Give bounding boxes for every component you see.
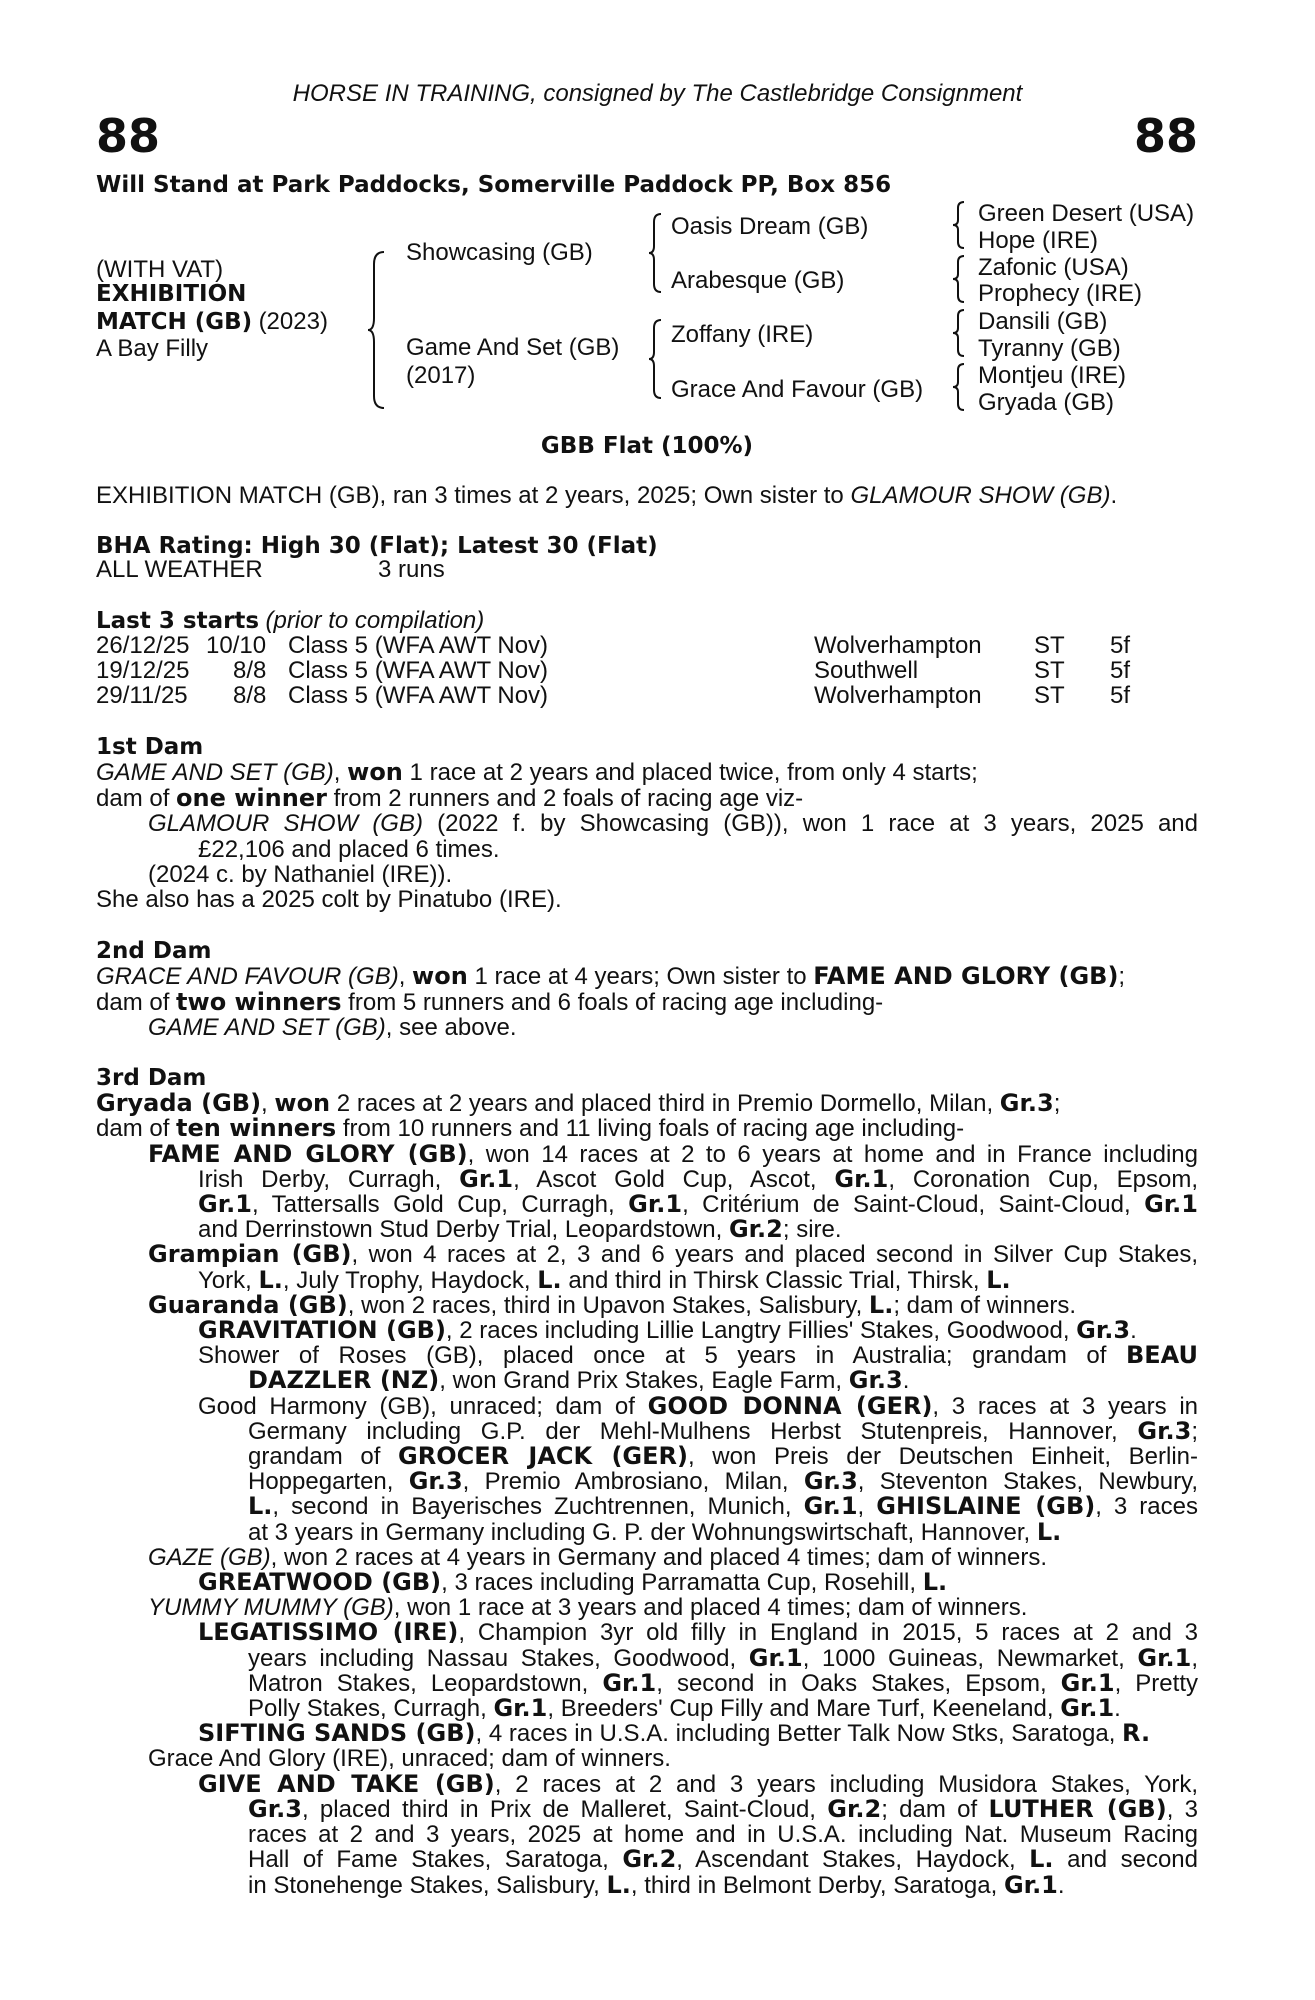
third-dam-line	[96, 1116, 1198, 1141]
progeny-name: GLAMOUR SHOW (GB)	[148, 810, 423, 838]
third-dam-line	[248, 1444, 1198, 1469]
text: , Tattersalls Gold Cup, Curragh,	[251, 1191, 629, 1219]
text: , 3 races	[1095, 1493, 1198, 1521]
text: ;	[1053, 1090, 1061, 1118]
race-date: 19/12/25	[96, 657, 190, 684]
second-dam-line	[96, 987, 1198, 1016]
text: , third in Belmont Derby, Saratoga,	[630, 1871, 1004, 1899]
text: ; sire.	[782, 1216, 842, 1244]
race-going: ST	[1034, 682, 1065, 709]
text: ,	[1191, 1644, 1198, 1672]
text: and second	[1053, 1846, 1198, 1874]
third-dam-line	[198, 1192, 1198, 1217]
race-distance: 5f	[1110, 682, 1131, 709]
second-dam-line	[96, 964, 1198, 989]
pedigree-brace-main	[366, 250, 388, 410]
grade: Gr.1	[1003, 1870, 1058, 1899]
second-dam-title: 2nd Dam	[96, 938, 212, 964]
text: from 5 runners and 6 foals of racing age including-	[341, 988, 884, 1016]
text: .	[902, 1367, 910, 1395]
pedigree-brace-dd	[952, 362, 966, 412]
grade: Gr.3	[1076, 1316, 1131, 1345]
grade: Gr.3	[999, 1089, 1054, 1118]
sire-dam-dam: Prophecy (IRE)	[978, 280, 1143, 307]
text: , won Preis der Deutschen Einheit, Berlin-	[687, 1443, 1198, 1471]
gbb-status: GBB Flat (100%)	[540, 433, 754, 459]
first-dam-line: She also has a 2025 colt by Pinatubo (IRE).	[96, 886, 562, 914]
grade: Gr.1	[493, 1694, 548, 1723]
text: , Champion 3yr old filly in England in 2015, 5 races at 2 and 3	[458, 1619, 1198, 1647]
dam-name: GAME AND SET (GB)	[96, 759, 334, 787]
grade: Gr.1	[1144, 1190, 1198, 1219]
text: (2022 f. by Showcasing (GB)), won 1 race at 3 years, 2025 and	[422, 810, 1198, 838]
grade: Gr.3	[248, 1794, 302, 1823]
text: from 10 runners and 11 living foals of racing age including-	[336, 1115, 965, 1143]
grade: Gr.1	[459, 1164, 514, 1193]
text: , 2 races including Lillie Langtry Fillies' Stakes, Goodwood,	[445, 1317, 1077, 1345]
progeny-name: GROCER JACK (GER)	[398, 1442, 688, 1471]
third-dam-line	[198, 1318, 1198, 1343]
text: , Steventon Stakes, Newbury,	[857, 1468, 1198, 1496]
sire-dam-sire: Zafonic (USA)	[978, 254, 1129, 281]
stand-location: Will Stand at Park Paddocks, Somerville Paddock PP, Box 856	[96, 172, 892, 198]
third-dam-line	[248, 1469, 1198, 1494]
third-dam-line	[198, 1620, 1198, 1645]
race-position: 10/10	[206, 632, 267, 659]
sire-sire: Oasis Dream (GB)	[671, 213, 869, 240]
progeny-name: GHISLAINE (GB)	[876, 1492, 1096, 1521]
third-dam-line	[198, 1265, 1198, 1294]
grade: L.	[248, 1492, 273, 1521]
race-distance: 5f	[1110, 632, 1131, 659]
text: , Critérium de Saint-Cloud, Saint-Cloud,	[682, 1191, 1145, 1219]
grade: L.	[868, 1290, 894, 1319]
progeny-name: LUTHER (GB)	[988, 1794, 1167, 1823]
progeny-name: FAME AND GLORY (GB)	[148, 1139, 468, 1168]
race-class: Class 5 (WFA AWT Nov)	[288, 682, 549, 709]
race-course: Southwell	[814, 657, 919, 684]
text: Shower of Roses (GB), placed once at 5 years in Australia; grandam of	[198, 1342, 1126, 1370]
dam-name: GRACE AND FAVOUR (GB)	[96, 963, 399, 991]
grade: Gr.3	[848, 1366, 903, 1395]
text: , Ascot Gold Cup, Ascot,	[513, 1165, 835, 1193]
text: , 3 races including Parramatta Cup, Rosehill,	[441, 1569, 923, 1597]
race-position: 8/8	[233, 682, 267, 709]
grade: R.	[1122, 1719, 1151, 1748]
third-dam-line	[148, 1290, 1198, 1319]
race-course: Wolverhampton	[814, 682, 982, 709]
progeny-name: GOOD DONNA (GER)	[647, 1391, 933, 1420]
pedigree-brace-dam	[648, 318, 664, 400]
grade: L.	[922, 1568, 948, 1597]
third-dam-line	[248, 1517, 1198, 1546]
text: , second in Oaks Stakes, Epsom,	[656, 1669, 1061, 1697]
progeny-name: DAZZLER (NZ)	[248, 1366, 440, 1395]
third-dam-line: Grace And Glory (IRE), unraced; dam of winners.	[148, 1745, 671, 1773]
dam-sire: Zoffany (IRE)	[671, 321, 814, 348]
text: ,	[398, 963, 413, 991]
grade: Gr.2	[827, 1794, 882, 1823]
text: .	[1057, 1871, 1065, 1899]
text: years including Nassau Stakes, Goodwood,	[248, 1644, 749, 1672]
first-dam-line	[96, 783, 1198, 812]
progeny-name: SIFTING SANDS (GB)	[198, 1719, 476, 1748]
winners-count: one winner	[176, 783, 327, 812]
grade: Gr.1	[803, 1492, 858, 1521]
last-starts-title: Last 3 starts	[96, 608, 260, 634]
text: , Pretty	[1114, 1669, 1198, 1697]
dam-sire-sire: Dansili (GB)	[978, 308, 1108, 335]
consignment-title: HORSE IN TRAINING, consigned by The Castlebridge Consignment	[292, 80, 1023, 107]
dam-dam-dam: Gryada (GB)	[978, 389, 1115, 416]
third-dam-line	[248, 1416, 1198, 1445]
text: ;	[1118, 963, 1126, 991]
won-label: won	[347, 758, 403, 787]
summary-sister: GLAMOUR SHOW (GB)	[850, 482, 1111, 509]
second-dam-section	[96, 939, 1198, 1041]
third-dam-line	[248, 1643, 1198, 1672]
text: Irish Derby, Curragh,	[198, 1165, 460, 1193]
text: , Ascendant Stakes, Haydock,	[676, 1846, 1030, 1874]
third-dam-line	[198, 1570, 1198, 1595]
grade: Gr.2	[622, 1845, 677, 1874]
sire-sire-dam: Hope (IRE)	[978, 227, 1099, 254]
third-dam-line	[198, 1164, 1198, 1193]
race-date: 26/12/25	[96, 632, 190, 659]
text: , Premio Ambrosiano, Milan,	[462, 1468, 804, 1496]
third-dam-line	[198, 1343, 1198, 1368]
progeny-name: YUMMY MUMMY (GB)	[148, 1594, 394, 1622]
progeny-name: GREATWOOD (GB)	[198, 1568, 442, 1597]
third-dam-line	[96, 1091, 1198, 1116]
text: dam of	[96, 1115, 177, 1143]
text: , Breeders' Cup Filly and Mare Turf, Keeneland,	[547, 1695, 1061, 1723]
third-dam-line	[248, 1668, 1198, 1697]
pedigree-brace-sd	[952, 254, 966, 304]
grade: L.	[258, 1265, 283, 1294]
text: , Coronation Cup, Epsom,	[888, 1165, 1198, 1193]
text: .	[1130, 1317, 1137, 1345]
grade: Gr.1	[748, 1643, 803, 1672]
third-dam-line	[198, 1721, 1198, 1746]
text: , won Grand Prix Stakes, Eagle Farm,	[439, 1367, 849, 1395]
text: and third in Thirsk Classic Trial, Thirsk,	[561, 1266, 987, 1294]
text: , won 2 races at 4 years in Germany and placed 4 times; dam of winners.	[270, 1543, 1048, 1571]
race-going: ST	[1034, 632, 1065, 659]
grade: Gr.1	[1137, 1643, 1192, 1672]
progeny-name: LEGATISSIMO (IRE)	[198, 1618, 459, 1647]
text: Matron Stakes, Leopardstown,	[248, 1669, 603, 1697]
third-dam-line	[148, 1242, 1198, 1267]
third-dam-title: 3rd Dam	[96, 1065, 207, 1091]
dam-dam: Grace And Favour (GB)	[671, 376, 924, 403]
text: ;	[1191, 1417, 1198, 1445]
text: Hoppegarten,	[248, 1468, 409, 1496]
first-dam-line	[96, 760, 1198, 785]
text: , 2 races at 2 and 3 years including Musidora Stakes, York,	[494, 1770, 1198, 1798]
text: , won 2 races, third in Upavon Stakes, Salisbury,	[347, 1291, 869, 1319]
grade: Gr.1	[1060, 1668, 1115, 1697]
dam-name: Game And Set (GB)	[406, 334, 620, 361]
text: 2 races at 2 years and placed third in Premio Dormello, Milan,	[330, 1090, 1000, 1118]
progeny-name: Guaranda (GB)	[148, 1290, 348, 1319]
pedigree-brace-ss	[952, 200, 966, 250]
text: Hall of Fame Stakes, Saratoga,	[248, 1846, 623, 1874]
second-dam-line	[148, 1015, 1198, 1040]
first-dam-line: (2024 c. by Nathaniel (IRE)).	[148, 861, 453, 889]
winners-count: two winners	[176, 987, 342, 1016]
grade: L.	[986, 1265, 1011, 1294]
first-dam-title: 1st Dam	[96, 734, 204, 760]
third-dam-line	[248, 1870, 1198, 1899]
grade: L.	[1029, 1845, 1054, 1874]
text: Good Harmony (GB), unraced; dam of	[198, 1392, 648, 1420]
first-dam-line: £22,106 and placed 6 times.	[198, 835, 500, 863]
text: 1 race at 2 years and placed twice, from only 4 starts;	[402, 759, 978, 787]
text: , won 4 races at 2, 3 and 6 years and placed second in Silver Cup Stakes,	[351, 1241, 1198, 1269]
text: grandam of	[248, 1443, 399, 1471]
third-dam-line	[198, 1769, 1198, 1798]
text: , won 1 race at 3 years and placed 4 times; dam of winners.	[393, 1594, 1028, 1622]
third-dam-line	[248, 1368, 1198, 1393]
lot-number-left: 88	[96, 109, 161, 163]
rating-surface: ALL WEATHER	[96, 556, 263, 583]
text: .	[1114, 1695, 1121, 1723]
sire-name: Showcasing (GB)	[406, 239, 593, 266]
text: York,	[198, 1266, 259, 1294]
race-course: Wolverhampton	[814, 632, 982, 659]
text: at 3 years in Germany including G. P. der Wohnungswirtschaft, Hannover,	[248, 1518, 1037, 1546]
text: , 3	[1166, 1795, 1199, 1823]
third-dam-line	[248, 1794, 1199, 1823]
grade: Gr.3	[803, 1467, 858, 1496]
text: ; dam of winners.	[893, 1291, 1077, 1319]
grade: Gr.2	[728, 1215, 783, 1244]
text: dam of	[96, 784, 177, 812]
lot-number-right: 88	[1133, 109, 1198, 163]
dam-dam-sire: Montjeu (IRE)	[978, 362, 1127, 389]
text: , second in Bayerisches Zuchtrennen, Munich,	[272, 1493, 804, 1521]
third-dam-line	[148, 1545, 1198, 1570]
text: , 3 races at 3 years in	[932, 1392, 1198, 1420]
grade: Gr.1	[198, 1190, 252, 1219]
third-dam-line	[248, 1696, 1198, 1721]
grade: Gr.1	[602, 1668, 657, 1697]
grade: Gr.1	[834, 1164, 889, 1193]
text: in Stonehenge Stakes, Salisbury,	[248, 1871, 607, 1899]
third-dam-line	[198, 1217, 1198, 1242]
won-label: won	[274, 1089, 331, 1118]
third-dam-section	[96, 1066, 1198, 1898]
pedigree-brace-sire	[648, 212, 664, 294]
text: Germany including G.P. der Mehl-Mulhens Herbst Stutenpreis, Hannover,	[248, 1417, 1138, 1445]
third-dam-line	[198, 1391, 1198, 1420]
horse-year: (2023)	[258, 308, 328, 335]
text: Polly Stakes, Curragh,	[248, 1695, 494, 1723]
race-date: 29/11/25	[96, 682, 188, 709]
horse-description: A Bay Filly	[96, 335, 209, 362]
first-dam-line	[148, 811, 1198, 836]
text: ,	[261, 1090, 275, 1118]
grade: Gr.3	[408, 1467, 463, 1496]
text: , see above.	[385, 1014, 517, 1042]
sibling-name: FAME AND GLORY (GB)	[813, 962, 1119, 991]
grade: L.	[1036, 1517, 1062, 1546]
horse-name-line2-row	[96, 309, 328, 335]
summary-end: .	[1110, 482, 1118, 509]
grade: L.	[537, 1265, 562, 1294]
text: , 4 races in U.S.A. including Better Talk Now Stks, Saratoga,	[475, 1720, 1123, 1748]
race-class: Class 5 (WFA AWT Nov)	[288, 632, 549, 659]
text: ; dam of	[881, 1795, 989, 1823]
text: and Derrinstown Stud Derby Trial, Leopardstown,	[198, 1216, 729, 1244]
race-summary	[96, 483, 1117, 508]
progeny-name: GIVE AND TAKE (GB)	[198, 1769, 495, 1798]
winners-count: ten winners	[176, 1114, 337, 1143]
grade: Gr.1	[628, 1190, 683, 1219]
dam-year: (2017)	[406, 362, 476, 389]
progeny-name: BEAU	[1125, 1341, 1198, 1370]
summary-text: EXHIBITION MATCH (GB), ran 3 times at 2 years, 2025; Own sister to	[96, 482, 851, 509]
sire-dam: Arabesque (GB)	[671, 267, 845, 294]
progeny-name: GAME AND SET (GB)	[148, 1014, 386, 1042]
progeny-name: GAZE (GB)	[148, 1543, 271, 1571]
grade: L.	[606, 1870, 631, 1899]
text: ,	[333, 759, 348, 787]
sire-sire-sire: Green Desert (USA)	[978, 200, 1195, 227]
text: , placed third in Prix de Malleret, Saint-Cloud,	[301, 1795, 828, 1823]
race-class: Class 5 (WFA AWT Nov)	[288, 657, 549, 684]
rating-runs: 3 runs	[378, 556, 445, 583]
third-dam-line	[248, 1494, 1198, 1519]
won-label: won	[412, 962, 468, 991]
dam-sire-dam: Tyranny (GB)	[978, 335, 1121, 362]
race-going: ST	[1034, 657, 1065, 684]
text: , July Trophy, Haydock,	[282, 1266, 538, 1294]
progeny-name: GRAVITATION (GB)	[198, 1316, 446, 1345]
text: ,	[857, 1493, 877, 1521]
race-position: 8/8	[233, 657, 267, 684]
third-dam-line: races at 2 and 3 years, 2025 at home and in U.S.A. including Nat. Museum Racing	[248, 1821, 1198, 1849]
dam-name: Gryada (GB)	[96, 1089, 262, 1118]
text: from 2 runners and 2 foals of racing age viz-	[326, 784, 804, 812]
race-distance: 5f	[1110, 657, 1131, 684]
grade: Gr.3	[1137, 1416, 1192, 1445]
grade: Gr.1	[1060, 1694, 1115, 1723]
text: 1 race at 4 years; Own sister to	[467, 963, 814, 991]
last-starts-note: (prior to compilation)	[265, 607, 485, 634]
bha-rating: BHA Rating: High 30 (Flat); Latest 30 (Flat)	[96, 533, 658, 559]
last-starts-heading	[96, 607, 484, 635]
progeny-name: Grampian (GB)	[148, 1240, 352, 1269]
horse-name-line1: EXHIBITION	[96, 281, 247, 307]
text: dam of	[96, 988, 177, 1016]
third-dam-line	[148, 1595, 1198, 1620]
text: , 1000 Guineas, Newmarket,	[802, 1644, 1138, 1672]
text: , won 14 races at 2 to 6 years at home and in France including	[467, 1140, 1199, 1168]
third-dam-line	[248, 1847, 1198, 1872]
third-dam-line	[148, 1139, 1199, 1168]
vat-note: (WITH VAT)	[96, 256, 224, 283]
first-dam-section	[96, 735, 1198, 913]
pedigree-brace-ds	[952, 308, 966, 358]
horse-name-line2: MATCH (GB)	[96, 309, 253, 335]
